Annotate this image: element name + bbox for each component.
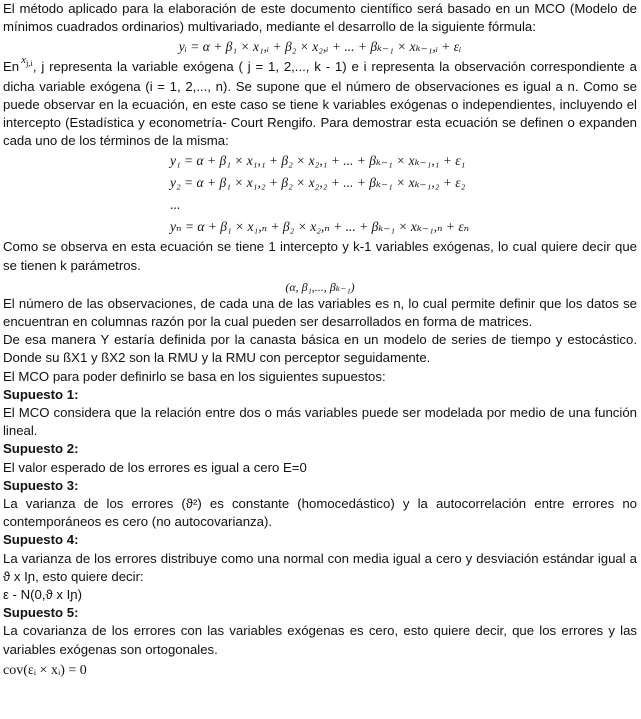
assumption-1-text: El MCO considera que la relación entre dos o más variables puede ser modelada por medio de una función lineal.	[3, 405, 637, 439]
assumption-4-text: La varianza de los errores distribuye como una normal con media igual a cero y desviación estándar igual a ϑ x Iɲ, esto quiere decir:	[3, 550, 637, 584]
paragraph-variables	[3, 54, 637, 150]
equation-line-n: yₙ = α + β₁ × x₁,ₙ + β₂ × x₂,ₙ + ... + βₖ₋₁ × xₖ₋₁,ₙ + εₙ	[170, 219, 470, 235]
assumption-3-text: La varianza de los errores (ϑ²) es constante (homocedástico) y la autocorrelación entre errores no contemporáneos es cero (no autocovarianza).	[3, 496, 637, 530]
assumption-5-text: La covarianza de los errores con las variables exógenas es cero, esto quiere decir, que los errores y las variables exógenas son ortogonales.	[3, 623, 637, 657]
paragraph-variables-prefix: En	[3, 59, 20, 75]
paragraph-definition-y: De esa manera Y estaría definida por la canasta básica en un modelo de series de tiempo y estocástico. Donde su ßX1 y ßX2 son la RMU y la RMU con perceptor seguidamente.	[3, 332, 637, 366]
paragraph-observations: El número de las observaciones, de cada una de las variables es n, lo cual permite definir que los datos se encuentran en columnas razón por la cual pueden ser desarrollados en forma de matrices.	[3, 295, 637, 330]
paragraph-assumptions-intro: El MCO para poder definirlo se basa en los siguientes supuestos:	[3, 368, 386, 384]
assumption-3-heading: Supuesto 3:	[3, 477, 79, 493]
equation-line-1: y₁ = α + β₁ × x₁,₁ + β₂ × x₂,₁ + ... + βₖ₋₁ × xₖ₋₁,₁ + ε₁	[170, 153, 466, 169]
parameter-vector: (α, β₁,..., βₖ₋₁)	[285, 279, 355, 294]
covariance-formula: cov(εᵢ × xᵢ) = 0	[3, 662, 87, 678]
x-symbol: xj,i	[21, 54, 33, 69]
assumption-1-heading: Supuesto 1:	[3, 386, 79, 402]
paragraph-variables-text: , j representa la variable exógena ( j = 1, 2,..., k - 1) e i representa la observación correspondiente a dicha variable exógena (i = 1, 2,..., n). Se supone que el número de observaciones es igual a n. Como se puede observar en la ecuación, en este caso se tiene k variables exógenas o independientes, incluyendo el intercepto (Estadística y econometría- Court Rengifo. Para demostrar esta ecuación se definen o expanden cada uno de los términos de la misma:	[3, 59, 637, 149]
paragraph-intro: El método aplicado para la elaboración de este documento científico será basado en un MCO (Modelo de mínimos cuadrados ordinarios) multivariado, mediante el desarrollo de la siguiente fórmula:	[3, 1, 637, 35]
assumption-2-heading: Supuesto 2:	[3, 441, 79, 457]
assumption-2-text: El valor esperado de los errores es igual a cero E=0	[3, 459, 307, 475]
assumption-4-heading: Supuesto 4:	[3, 532, 79, 548]
equation-main-text: yᵢ = α + β₁ × x₁,ᵢ + β₂ × x₂,ᵢ + ... + βₖ₋₁ × xₖ₋₁,ᵢ + εᵢ	[178, 39, 462, 55]
document-page	[3, 0, 637, 681]
equation-ellipsis: ...	[170, 197, 181, 213]
equation-line-2: y₂ = α + β₁ × x₁,₂ + β₂ × x₂,₂ + ... + βₖ₋₁ × xₖ₋₁,₂ + ε₂	[170, 175, 466, 191]
assumption-4-formula: ε - N(0,ϑ x Iɲ)	[3, 587, 83, 603]
paragraph-intercept: Como se observa en esta ecuación se tiene 1 intercepto y k-1 variables exógenas, lo cual quiere decir que se tienen k parámetros.	[3, 239, 637, 273]
equation-expansion	[170, 150, 637, 238]
assumption-5-heading: Supuesto 5:	[3, 605, 79, 621]
equation-main	[3, 36, 637, 58]
